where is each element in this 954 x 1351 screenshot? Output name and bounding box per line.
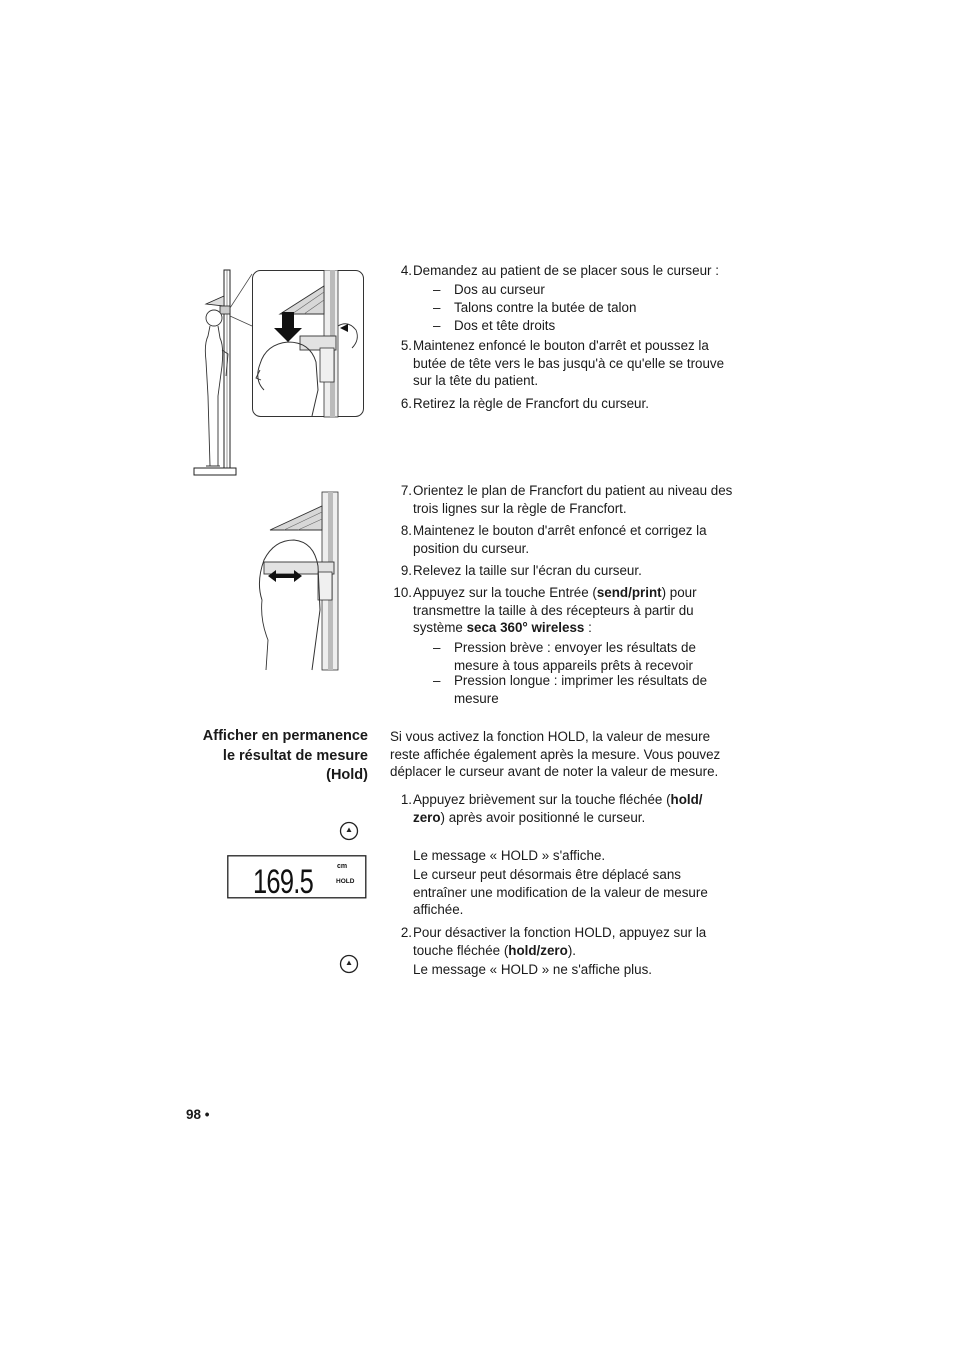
bullet-text: Talons contre la butée de talon: [454, 300, 637, 315]
cursor-display: [227, 855, 367, 900]
step-number: 7.: [400, 483, 412, 498]
bullet-dash: –: [433, 318, 441, 333]
bullet-dash: –: [433, 673, 441, 688]
step-text: Retirez la règle de Francfort du curseur.: [413, 396, 649, 411]
hold-note: Le curseur peut désormais être déplacé sans entraîner une modification de la valeur de mesure affichée.: [413, 867, 708, 917]
bullet-dash: –: [433, 640, 441, 655]
bullet-text: Pression brève : envoyer les résultats de mesure à tous appareils prêts à recevoir: [454, 640, 696, 673]
display-value: 169.5: [253, 863, 314, 900]
step-number: 6.: [400, 396, 412, 411]
hold-zero-key-label: hold/zero: [508, 942, 568, 958]
arrow-up-key-icon: [339, 954, 359, 974]
display-unit: cm: [337, 863, 348, 870]
step-text: Appuyez brièvement sur la touche fléchée (hold/ zero) après avoir positionné le curseur.: [413, 792, 703, 825]
hold-message: Le message « HOLD » s'affiche.: [413, 848, 606, 863]
step-number: 2.: [400, 925, 412, 940]
hold-zero-key-label: hold/ zero: [413, 792, 703, 825]
send-print-key-label: send/print: [596, 585, 662, 600]
bullet-text: Dos et tête droits: [454, 318, 556, 333]
step-number: 4.: [400, 263, 412, 278]
step-text: Maintenez le bouton d'arrêt enfoncé et corrigez la position du curseur.: [413, 523, 707, 556]
section-heading: Afficher en permanence le résultat de mesure (Hold): [202, 728, 368, 783]
display-hold-indicator: HOLD: [336, 878, 355, 885]
step-text: Appuyez sur la touche Entrée (send/print) pour transmettre la taille à des récepteurs à partir du système seca 360° wireless :: [413, 585, 697, 635]
section-intro: Si vous activez la fonction HOLD, la valeur de mesure reste affichée également après la mesure. Vous pouvez déplacer le curseur avant de noter la valeur de mesure.: [390, 729, 721, 779]
step-text: Demandez au patient de se placer sous le curseur :: [413, 263, 719, 278]
step-number: 10.: [393, 585, 412, 600]
bullet-dash: –: [433, 300, 441, 315]
system-name: seca 360° wireless: [466, 620, 585, 635]
step-text: Maintenez enfoncé le bouton d'arrêt et poussez la butée de tête vers le bas jusqu'à ce qu'elle se trouve sur la tête du patient.: [413, 338, 725, 388]
step-number: 5.: [400, 338, 412, 353]
hold-off-message: Le message « HOLD » ne s'affiche plus.: [413, 962, 653, 977]
page-number: 98 •: [186, 1107, 210, 1122]
step-text: Orientez le plan de Francfort du patient au niveau des trois lignes sur la règle de Francfort.: [413, 483, 733, 516]
step-number: 9.: [400, 563, 412, 578]
bullet-dash: –: [433, 282, 441, 297]
arrow-up-key-icon: [339, 821, 359, 841]
step-number: 1.: [400, 792, 412, 807]
bullet-text: Dos au curseur: [454, 282, 545, 297]
francfort-alignment-figure: [254, 490, 346, 672]
zoom-inset-head-plate: [252, 270, 364, 418]
step-text: Relevez la taille sur l'écran du curseur.: [413, 563, 642, 578]
step-number: 8.: [400, 523, 412, 538]
step-text: Pour désactiver la fonction HOLD, appuyez sur la touche fléchée (hold/zero).: [413, 925, 707, 958]
bullet-text: Pression longue : imprimer les résultats de mesure: [454, 673, 708, 706]
